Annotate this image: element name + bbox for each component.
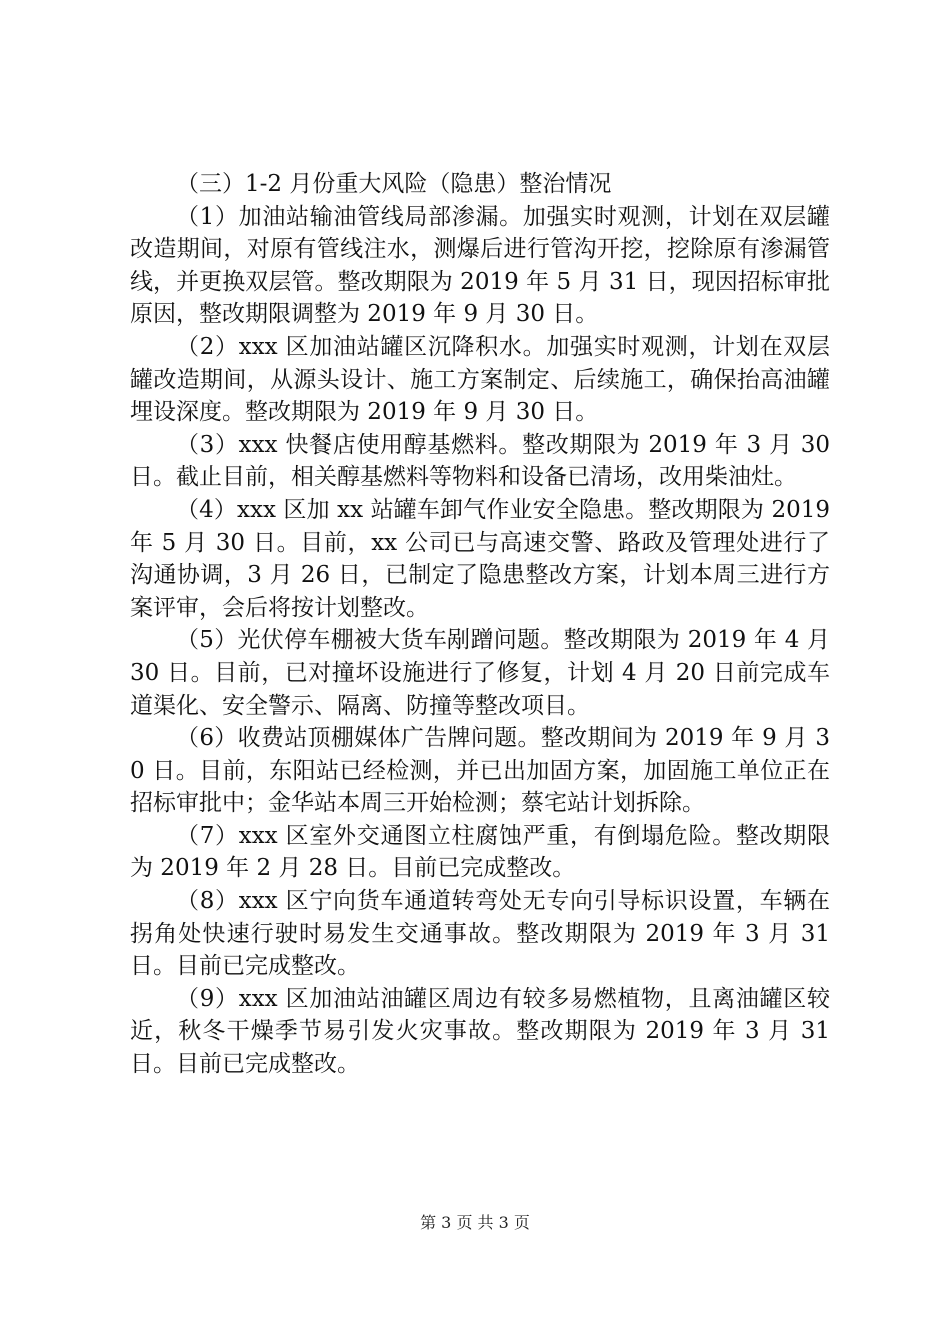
- paragraph-item-3: （3）xxx 快餐店使用醇基燃料。整改期限为 2019 年 3 月 30 日。截止目前，相关醇基燃料等物料和设备已清场，改用柴油灶。: [130, 431, 830, 491]
- paragraph-item-1: （1）加油站输油管线局部渗漏。加强实时观测，计划在双层罐改造期间，对原有管线注水，测爆后进行管沟开挖，挖除原有渗漏管线，并更换双层管。整改期限为 2019 年 5 月 31 日，现因招标审批原因，整改期限调整为 2019 年 9 月 30 日。: [130, 203, 830, 328]
- section-heading: （三）1-2 月份重大风险（隐患）整治情况: [176, 171, 612, 197]
- page-footer: 第 3 页 共 3 页: [420, 1213, 530, 1232]
- paragraph-item-8: （8）xxx 区宁向货车通道转弯处无专向引导标识设置，车辆在拐角处快速行驶时易发生交通事故。整改期限为 2019 年 3 月 31 日。目前已完成整改。: [130, 888, 830, 980]
- paragraph-item-6: （6）收费站顶棚媒体广告牌问题。整改期间为 2019 年 9 月 30 日。目前，东阳站已经检测，并已出加固方案，加固施工单位正在招标审批中；金华站本周三开始检测；蔡宅站计划拆除。: [130, 725, 830, 817]
- paragraph-item-2: （2）xxx 区加油站罐区沉降积水。加强实时观测，计划在双层罐改造期间，从源头设计、施工方案制定、后续施工，确保抬高油罐埋设深度。整改期限为 2019 年 9 月 30 日。: [130, 333, 830, 426]
- paragraph-item-7: （7）xxx 区室外交通图立柱腐蚀严重，有倒塌危险。整改期限为 2019 年 2 月 28 日。目前已完成整改。: [130, 822, 830, 882]
- paragraph-item-5: （5）光伏停车棚被大货车剐蹭问题。整改期限为 2019 年 4 月 30 日。目前，已对撞坏设施进行了修复，计划 4 月 20 日前完成车道渠化、安全警示、隔离、防撞等整改项目。: [130, 627, 830, 719]
- document-body: [130, 168, 830, 1081]
- paragraph-item-9: （9）xxx 区加油站油罐区周边有较多易燃植物，且离油罐区较近，秋冬干燥季节易引发火灾事故。整改期限为 2019 年 3 月 31 日。目前已完成整改。: [130, 985, 830, 1078]
- paragraph-item-4: （4）xxx 区加 xx 站罐车卸气作业安全隐患。整改期限为 2019 年 5 月 30 日。目前，xx 公司已与高速交警、路政及管理处进行了沟通协调，3 月 26 日，已制定了隐患整改方案，计划本周三进行方案评审，会后将按计划整改。: [130, 496, 830, 621]
